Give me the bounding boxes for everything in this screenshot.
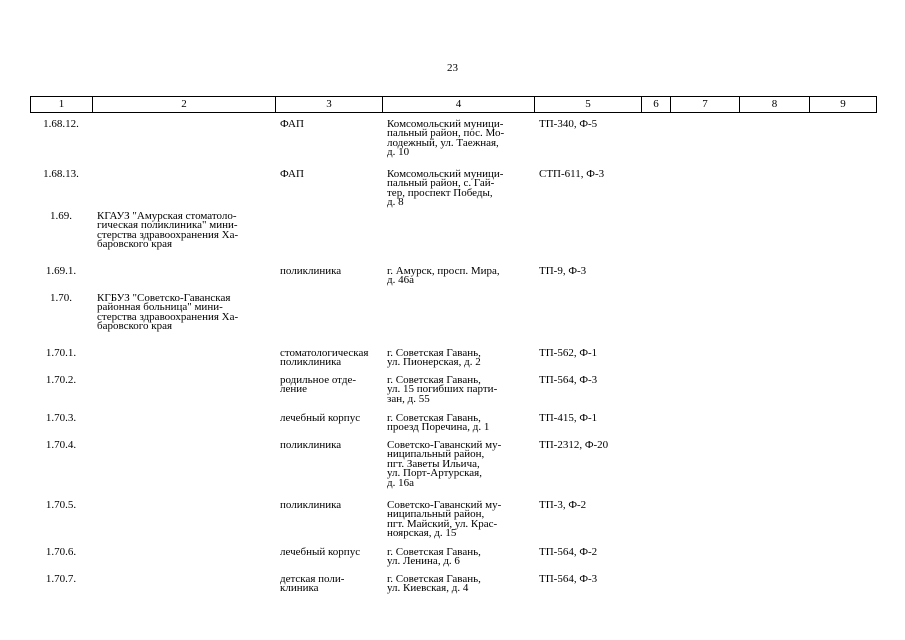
- facility-type: ФАП: [280, 168, 304, 180]
- facility-type: поликлиника: [280, 499, 342, 511]
- table-row: [30, 373, 876, 411]
- column-header-row: [31, 97, 877, 113]
- facility-type: лечебный корпус: [280, 412, 361, 424]
- substation-feeder: ТП-9, Ф-3: [539, 265, 587, 277]
- facility-type: родильное отде- ление: [280, 374, 356, 396]
- page-number: 23: [447, 62, 458, 74]
- organization-name: [92, 438, 275, 498]
- table-row: [30, 346, 876, 373]
- facility-address: г. Советская Гавань, ул. 15 погибших парти- зан, д. 55: [387, 374, 498, 405]
- row-number: 1.70.: [50, 292, 72, 304]
- table-row: [30, 291, 876, 346]
- facility-address: Советско-Гаванский му- ниципальный район, пгт. Заветы Ильича, ул. Порт-Артурская, д. 16а: [387, 439, 502, 489]
- row-number: 1.70.2.: [45, 374, 77, 386]
- facility-address: г. Советская Гавань, ул. Ленина, д. 6: [387, 546, 481, 568]
- substation-feeder: [534, 291, 641, 346]
- table-row: [30, 167, 876, 209]
- row-number: 1.70.4.: [45, 439, 77, 451]
- column-header-7: 7: [671, 97, 740, 113]
- column-header-2: 2: [93, 97, 276, 113]
- table-row: [30, 264, 876, 291]
- table-row: [30, 438, 876, 498]
- organization-name: [92, 545, 275, 572]
- substation-feeder: ТП-415, Ф-1: [539, 412, 598, 424]
- facility-type: стоматологическая поликлиника: [280, 347, 369, 369]
- substation-feeder: ТП-340, Ф-5: [539, 118, 598, 130]
- column-header-9: 9: [810, 97, 877, 113]
- facility-address: г. Амурск, просп. Мира, д. 46а: [387, 265, 500, 287]
- facility-address: [382, 291, 534, 346]
- facility-type: поликлиника: [280, 265, 342, 277]
- facility-address: г. Советская Гавань, ул. Киевская, д. 4: [387, 573, 481, 595]
- column-header-1: 1: [31, 97, 93, 113]
- column-header-5: 5: [535, 97, 642, 113]
- facility-address: г. Советская Гавань, ул. Пионерская, д. 2: [387, 347, 481, 369]
- organization-name: [92, 117, 275, 167]
- table-row: [30, 117, 876, 167]
- organization-name: [92, 411, 275, 438]
- substation-feeder: ТП-562, Ф-1: [539, 347, 598, 359]
- facility-type: поликлиника: [280, 439, 342, 451]
- row-number: 1.69.1.: [45, 265, 77, 277]
- substation-feeder: ТП-2312, Ф-20: [539, 439, 609, 451]
- row-number: 1.70.5.: [45, 499, 77, 511]
- organization-name: [92, 264, 275, 291]
- substation-feeder: ТП-564, Ф-3: [539, 374, 598, 386]
- substation-feeder: ТП-564, Ф-3: [539, 573, 598, 585]
- table-row: [30, 498, 876, 545]
- substation-feeder: ТП-564, Ф-2: [539, 546, 598, 558]
- row-number: 1.70.7.: [45, 573, 77, 585]
- column-header-4: 4: [383, 97, 535, 113]
- substation-feeder: ТП-3, Ф-2: [539, 499, 587, 511]
- row-number: 1.70.3.: [45, 412, 77, 424]
- facility-address: Советско-Гаванский му- ниципальный район, пгт. Майский, ул. Крас- ноярская, д. 15: [387, 499, 502, 540]
- facility-type: ФАП: [280, 118, 304, 130]
- row-number: 1.68.12.: [43, 118, 79, 130]
- facility-type: лечебный корпус: [280, 546, 361, 558]
- organization-name: КГАУЗ "Амурская стоматоло- гическая поликлиника" мини- стерства здравоохранения Ха- баровского края: [97, 210, 239, 251]
- table-row: [30, 209, 876, 264]
- table-row: [30, 572, 876, 599]
- table-body: [30, 117, 876, 599]
- column-header-3: 3: [276, 97, 383, 113]
- facility-type: детская поли- клиника: [280, 573, 345, 595]
- organization-name: [92, 346, 275, 373]
- substation-feeder: [534, 209, 641, 264]
- facility-type: [275, 291, 382, 346]
- table-row: [30, 411, 876, 438]
- organization-name: КГБУЗ "Советско-Гаванская районная больница" мини- стерства здравоохранения Ха- баровского края: [97, 292, 239, 333]
- column-header-8: 8: [740, 97, 810, 113]
- organization-name: [92, 373, 275, 411]
- organization-name: [92, 167, 275, 209]
- column-header-table: [30, 96, 877, 113]
- facility-address: Комсомольский муници- пальный район, пос. Мо- лодежный, ул. Таежная, д. 10: [387, 118, 505, 159]
- row-number: 1.69.: [50, 210, 72, 222]
- column-header-6: 6: [642, 97, 671, 113]
- facility-type: [275, 209, 382, 264]
- facility-address: [382, 209, 534, 264]
- row-number: 1.70.6.: [45, 546, 77, 558]
- facility-address: Комсомольский муници- пальный район, с. Гай- тер, проспект Победы, д. 8: [387, 168, 504, 209]
- organization-name: [92, 498, 275, 545]
- row-number: 1.68.13.: [43, 168, 79, 180]
- table-row: [30, 545, 876, 572]
- facility-address: г. Советская Гавань, проезд Поречина, д. 1: [387, 412, 490, 434]
- organization-name: [92, 572, 275, 599]
- row-number: 1.70.1.: [45, 347, 77, 359]
- substation-feeder: СТП-611, Ф-3: [539, 168, 605, 180]
